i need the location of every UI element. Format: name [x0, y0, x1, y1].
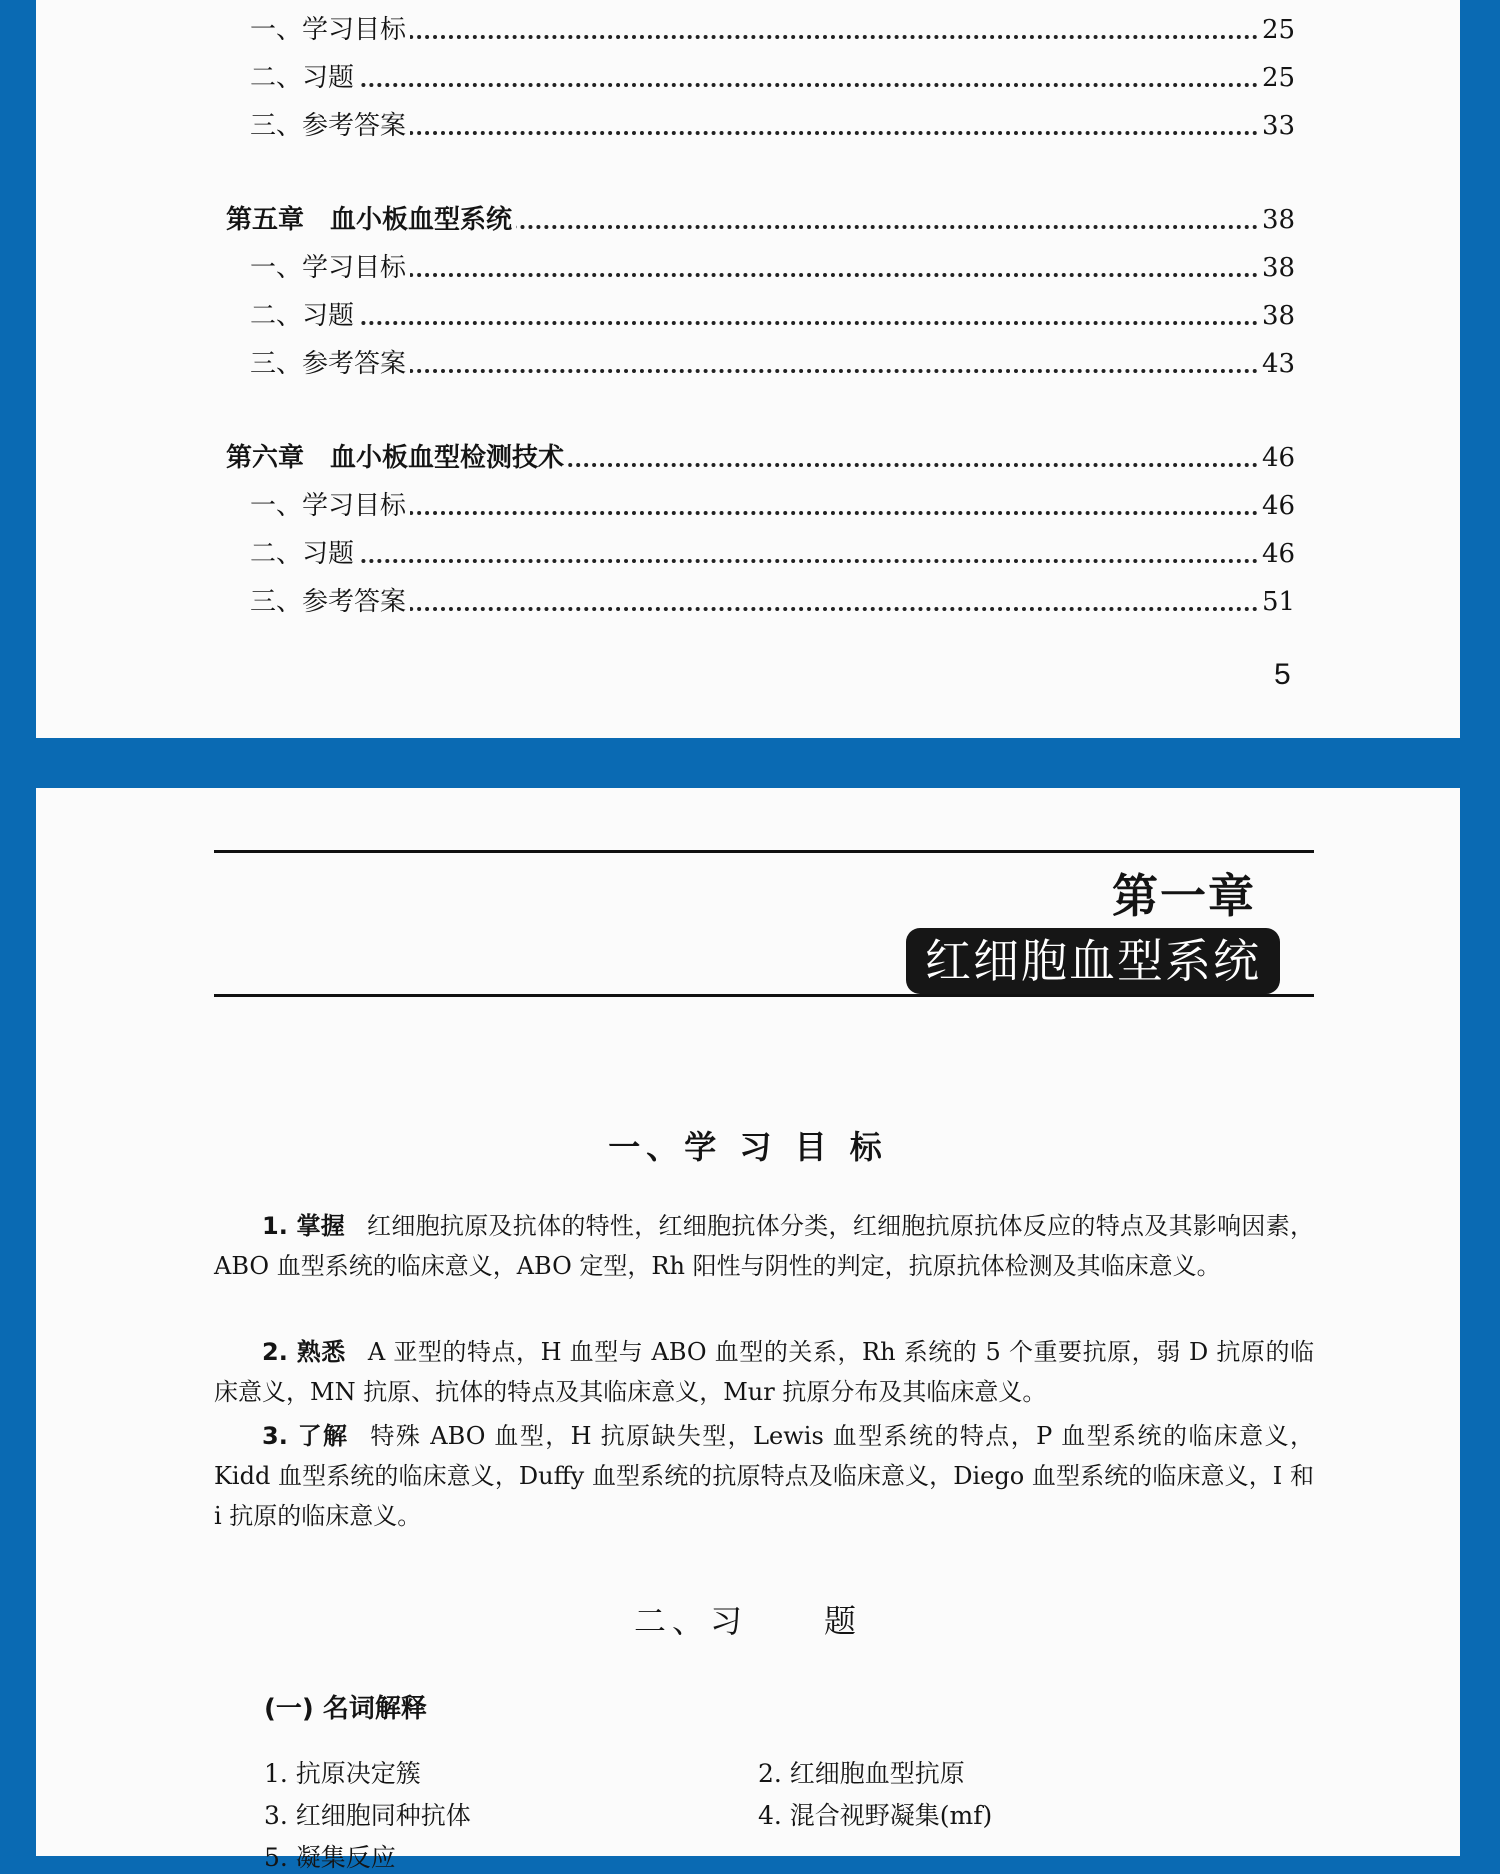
objective-text: 特殊 ABO 血型，H 抗原缺失型，Lewis 血型系统的特点，P 血型系统的临床意义，Kidd 血型系统的临床意义，Duffy 血型系统的抗原特点及临床意义，Diego 血型系统的临床意义，I 和 i 抗原的临床意义。	[214, 1422, 1315, 1530]
toc-entry	[36, 344, 1460, 384]
objective-text: A 亚型的特点，H 血型与 ABO 血型的关系，Rh 系统的 5 个重要抗原，弱 D 抗原的临床意义，MN 抗原、抗体的特点及其临床意义，Mur 抗原分布及其临床意义。	[214, 1338, 1314, 1406]
toc-entry-label: 一、学习目标	[250, 10, 410, 50]
objectives-heading: 一、学 习 目 标	[608, 1128, 888, 1166]
toc-entry-label: 三、参考答案	[250, 106, 410, 146]
toc-entry-page: 33	[1258, 106, 1322, 146]
toc-leader-dots	[250, 83, 1258, 87]
toc-entry-page: 38	[1258, 296, 1322, 336]
term-item: 4. 混合视野凝集(mf)	[758, 1801, 993, 1830]
toc-entry	[36, 486, 1460, 526]
toc-entry	[36, 534, 1460, 574]
toc-entry	[36, 248, 1460, 288]
toc-entry-page: 46	[1258, 534, 1322, 574]
exercises-heading: 二、习 题	[633, 1602, 862, 1640]
toc-entry-label: 一、学习目标	[250, 486, 410, 526]
term-item: 3. 红细胞同种抗体	[264, 1801, 471, 1830]
toc-entry-label: 第五章 血小板血型系统	[226, 200, 516, 240]
toc-entry-page: 38	[1258, 248, 1322, 288]
term-item: 1. 抗原决定簇	[264, 1759, 421, 1788]
toc-entry-label: 第六章 血小板血型检测技术	[226, 438, 568, 478]
toc-entry-label: 三、参考答案	[250, 344, 410, 384]
toc-entry	[36, 10, 1460, 50]
toc-entry	[36, 106, 1460, 146]
toc-entry-page: 51	[1258, 582, 1322, 622]
term-item: 2. 红细胞血型抗原	[758, 1759, 965, 1788]
toc-chapter-entry	[36, 438, 1460, 478]
objective-2	[214, 1332, 1314, 1412]
objective-text: 红细胞抗原及抗体的特性，红细胞抗体分类，红细胞抗原抗体反应的特点及其影响因素，ABO 血型系统的临床意义，ABO 定型，Rh 阳性与阴性的判定，抗原抗体检测及其临床意义。	[214, 1212, 1315, 1280]
toc-entry-label: 三、参考答案	[250, 582, 410, 622]
objective-3	[214, 1416, 1314, 1536]
toc-leader-dots	[250, 321, 1258, 325]
toc-entry-page: 25	[1258, 58, 1322, 98]
chapter-page	[36, 788, 1460, 1872]
objective-lead: 2. 熟悉	[262, 1338, 346, 1366]
toc-entry-label: 一、学习目标	[250, 248, 410, 288]
toc-entry-label: 二、习题	[250, 534, 358, 574]
objective-lead: 1. 掌握	[262, 1212, 346, 1240]
subsection-heading: (一) 名词解释	[264, 1694, 427, 1724]
toc-leader-dots	[250, 559, 1258, 563]
toc-entry-label: 二、习题	[250, 58, 358, 98]
chapter-title: 红细胞血型系统	[906, 928, 1280, 994]
objective-lead: 3. 了解	[262, 1422, 349, 1450]
bottom-rule	[214, 994, 1314, 997]
toc-entry-page: 43	[1258, 344, 1322, 384]
top-rule	[214, 850, 1314, 853]
term-item: 5. 凝集反应	[264, 1843, 396, 1872]
toc-entry	[36, 582, 1460, 622]
toc-entry-page: 46	[1258, 486, 1322, 526]
toc-chapter-entry	[36, 200, 1460, 240]
toc-entry-label: 二、习题	[250, 296, 358, 336]
toc-entry-page: 46	[1258, 438, 1322, 478]
toc-entry-page: 25	[1258, 10, 1322, 50]
page-number: 5	[1274, 658, 1291, 691]
toc-page	[36, 0, 1460, 738]
toc-entry	[36, 296, 1460, 336]
chapter-number: 第一章	[1112, 869, 1256, 923]
toc-entry	[36, 58, 1460, 98]
objective-1	[214, 1206, 1314, 1286]
toc-entry-page: 38	[1258, 200, 1322, 240]
